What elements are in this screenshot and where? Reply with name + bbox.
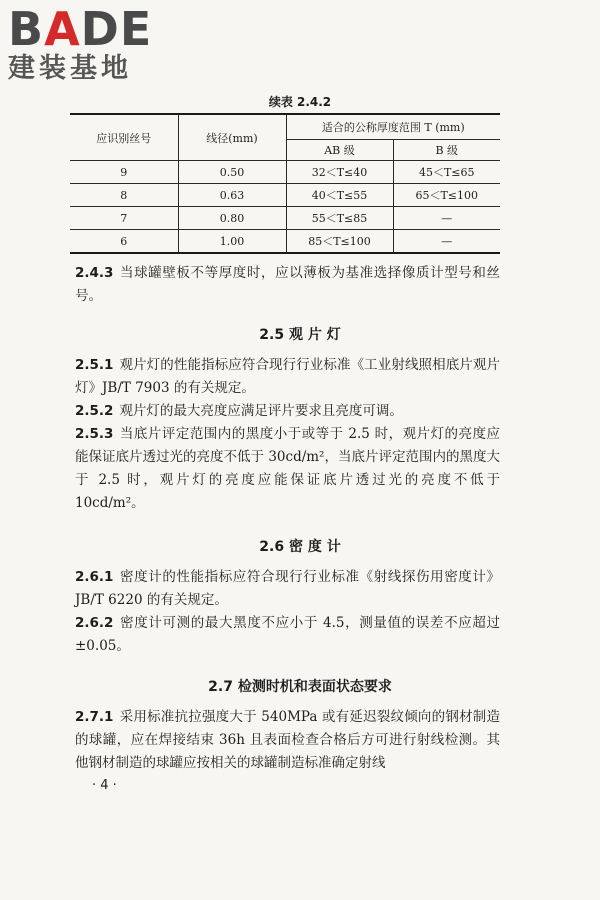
clause-2-6-2 [75, 612, 500, 658]
logo-wordmark [8, 2, 178, 56]
cell-wire: 6 [70, 230, 178, 254]
sections-2-7 [75, 706, 500, 775]
cell-diameter: 0.80 [178, 207, 286, 230]
cell-diameter: 1.00 [178, 230, 286, 254]
heading-2-7: 2.7 检测时机和表面状态要求 [208, 679, 392, 695]
clause-number: 2.5.2 [75, 403, 114, 419]
clause-2-7-1 [75, 706, 500, 775]
page-number: · 4 · [92, 778, 117, 793]
wire-thickness-table [70, 113, 500, 254]
cell-diameter: 0.63 [178, 184, 286, 207]
clause-number: 2.7.1 [75, 709, 114, 725]
logo-letter-a: A [44, 2, 81, 56]
clause-number: 2.6.2 [75, 615, 114, 631]
cell-wire: 9 [70, 161, 178, 184]
cell-diameter: 0.50 [178, 161, 286, 184]
clause-text: 密度计的性能指标应符合现行行业标准《射线探伤用密度计》JB/T 6220 的有关规定。 [75, 569, 500, 608]
cell-ab: 40＜T≤55 [286, 184, 393, 207]
clause-2-5-1 [75, 354, 500, 400]
clause-2-5-2 [75, 400, 500, 423]
logo-subtitle: 建装基地 [8, 53, 132, 84]
clause-number: 2.4.3 [75, 265, 114, 281]
clause-text: 密度计可测的最大黑度不应小于 4.5，测量值的误差不应超过±0.05。 [75, 615, 500, 654]
header-diameter: 线径(mm) [178, 114, 286, 161]
header-thickness-range: 适合的公称厚度范围 T (mm) [286, 114, 500, 140]
clause-number: 2.5.3 [75, 426, 114, 442]
table-title: 续表 2.4.2 [268, 95, 332, 109]
clause-text: 当底片评定范围内的黑度小于或等于 2.5 时，观片灯的亮度应能保证底片透过光的亮度不低于 30cd/m²，当底片评定范围内的黑度大于 2.5 时，观片灯的亮度应能保证底片透过光的亮度不低于 10cd/m²。 [75, 426, 500, 511]
brand-logo [8, 2, 178, 84]
cell-b: 45＜T≤65 [393, 161, 500, 184]
table-row [70, 207, 500, 230]
cell-b: — [393, 207, 500, 230]
sections-2-6 [75, 566, 500, 658]
cell-ab: 32＜T≤40 [286, 161, 393, 184]
clause-text: 当球罐壁板不等厚度时，应以薄板为基准选择像质计型号和丝号。 [75, 265, 500, 304]
logo-letters-de: DE [80, 2, 153, 56]
table-row [70, 161, 500, 184]
heading-2-6: 2.6 密 度 计 [259, 539, 341, 555]
clause-2-5-3 [75, 423, 500, 515]
clause-number: 2.6.1 [75, 569, 114, 585]
header-wire-id: 应识别丝号 [70, 114, 178, 161]
table-row [70, 184, 500, 207]
cell-wire: 7 [70, 207, 178, 230]
clause-text: 观片灯的性能指标应符合现行行业标准《工业射线照相底片观片灯》JB/T 7903 的有关规定。 [75, 357, 500, 396]
cell-b: 65＜T≤100 [393, 184, 500, 207]
cell-ab: 85＜T≤100 [286, 230, 393, 254]
cell-ab: 55＜T≤85 [286, 207, 393, 230]
heading-2-5: 2.5 观 片 灯 [259, 327, 341, 343]
clause-number: 2.5.1 [75, 357, 114, 373]
table-row [70, 230, 500, 254]
header-b-grade: B 级 [393, 140, 500, 161]
section-2-4-3 [75, 262, 500, 308]
clause-2-6-1 [75, 566, 500, 612]
cell-wire: 8 [70, 184, 178, 207]
header-ab-grade: AB 级 [286, 140, 393, 161]
clause-text: 观片灯的最大亮度应满足评片要求且亮度可调。 [119, 403, 403, 419]
cell-b: — [393, 230, 500, 254]
logo-letter-b: B [8, 2, 45, 56]
sections-2-5 [75, 354, 500, 515]
clause-text: 采用标准抗拉强度大于 540MPa 或有延迟裂纹倾向的钢材制造的球罐，应在焊接结束 36h 且表面检查合格后方可进行射线检测。其他钢材制造的球罐应按相关的球罐制造标准确定射线 [75, 709, 500, 771]
